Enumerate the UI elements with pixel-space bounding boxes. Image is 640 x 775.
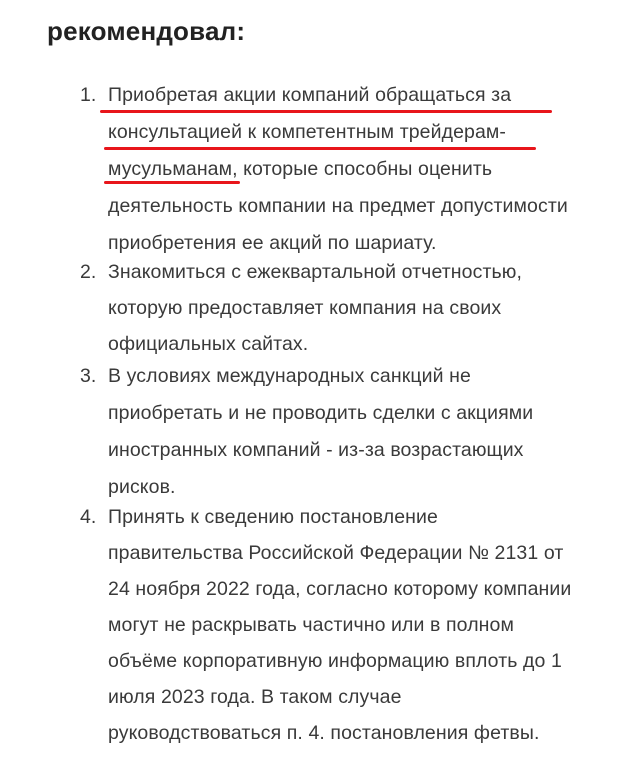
highlight-underline: [104, 147, 536, 150]
list-item-line: правительства Российской Федерации № 2131 от: [108, 542, 564, 564]
list-item-line: иностранных компаний - из-за возрастающих: [108, 439, 524, 461]
list-item-number: 1.: [80, 84, 97, 106]
list-item-number: 3.: [80, 365, 97, 387]
list-item-line: консультацией к компетентным трейдерам-: [108, 121, 507, 143]
highlight-underline: [100, 110, 552, 113]
list-item-line: руководствоваться п. 4. постановления фетвы.: [108, 722, 540, 744]
list-item-line: 24 ноября 2022 года, согласно которому компании: [108, 578, 572, 600]
list-item-line: Приобретая акции компаний обращаться за: [108, 84, 512, 106]
list-item-line: деятельность компании на предмет допустимости: [108, 195, 568, 217]
highlight-underline: [104, 181, 240, 184]
list-item-line: которую предоставляет компания на своих: [108, 297, 502, 319]
list-item-number: 2.: [80, 261, 97, 283]
list-item-line: могут не раскрывать частично или в полном: [108, 614, 514, 636]
section-heading: рекомендовал:: [47, 16, 246, 46]
list-item-line: июля 2023 года. В таком случае: [108, 686, 402, 708]
list-item-line: Знакомиться с ежеквартальной отчетностью,: [108, 261, 522, 283]
list-item-number: 4.: [80, 506, 97, 528]
list-item-line: рисков.: [108, 476, 176, 498]
list-item-line: объёме корпоративную информацию вплоть до 1: [108, 650, 562, 672]
list-item-line: мусульманам, которые способны оценить: [108, 158, 493, 180]
list-item-line: официальных сайтах.: [108, 333, 309, 355]
list-item-line: Принять к сведению постановление: [108, 506, 438, 528]
list-item-line: приобретать и не проводить сделки с акциями: [108, 402, 534, 424]
list-item-line: приобретения ее акций по шариату.: [108, 232, 437, 254]
list-item-line: В условиях международных санкций не: [108, 365, 471, 387]
